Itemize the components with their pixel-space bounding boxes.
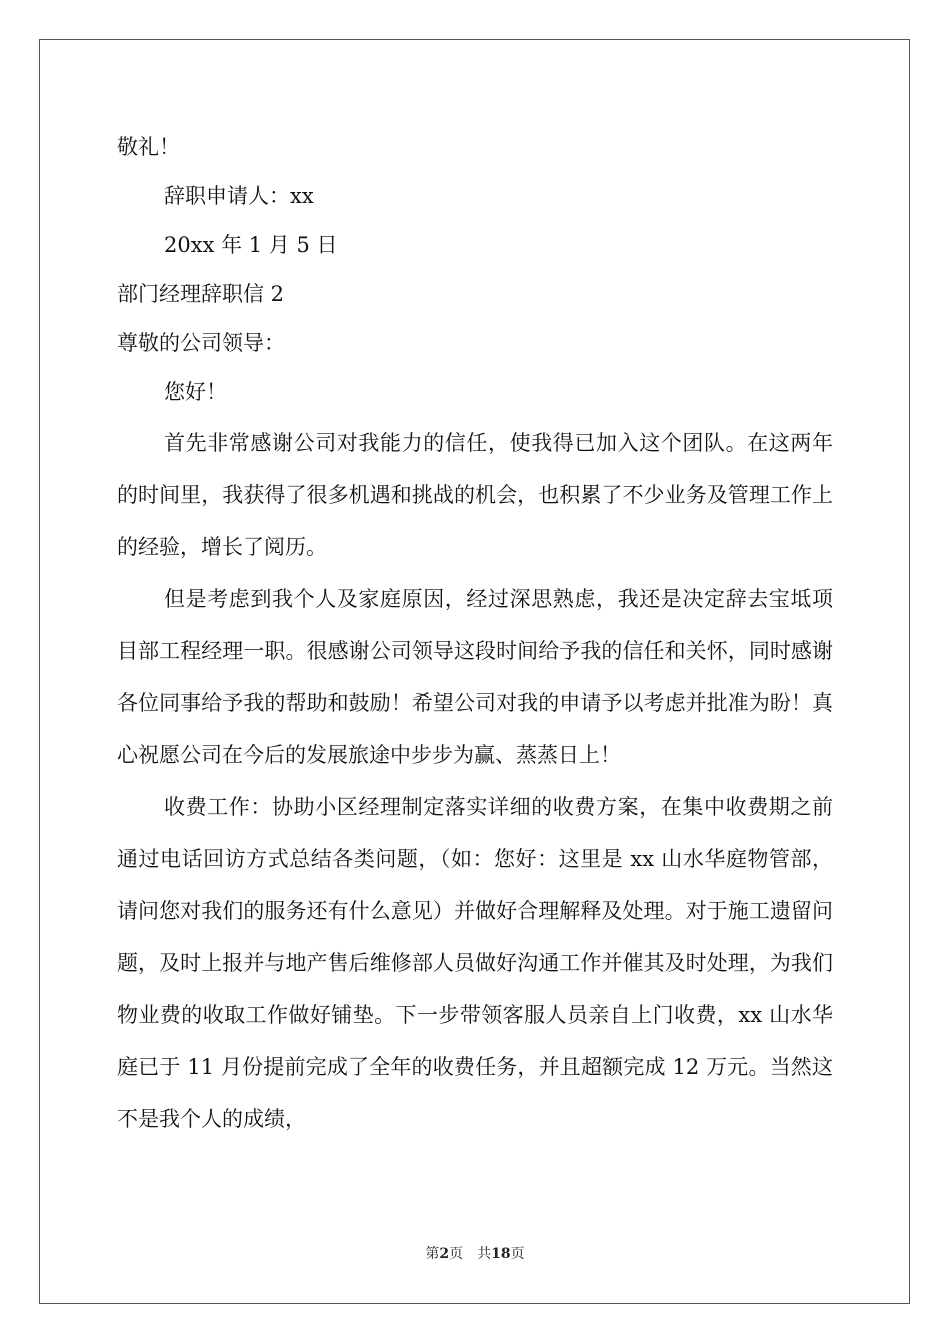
date-line: 20xx 年 1 月 5 日 [164, 233, 338, 257]
signature-line: 辞职申请人：xx [164, 184, 314, 208]
salutation: 尊敬的公司领导： [117, 331, 285, 355]
footer-total-suffix: 页 [510, 1246, 525, 1262]
page-footer [0, 1244, 950, 1264]
body-paragraph-2: 但是考虑到我个人及家庭原因，经过深思熟虑，我还是决定辞去宝坻项目部工程经理一职。很感谢公司领导这段时间给予我的信任和关怀，同时感谢各位同事给予我的帮助和鼓励！希望公司对我的申请予以考虑并批准为盼！真心祝愿公司在今后的发展旅途中步步为赢、蒸蒸日上！ [117, 587, 833, 767]
letter-title: 部门经理辞职信 2 [117, 282, 285, 306]
body-paragraph-1: 首先非常感谢公司对我能力的信任，使我得已加入这个团队。在这两年的时间里，我获得了很多机遇和挑战的机会，也积累了不少业务及管理工作上的经验，增长了阅历。 [117, 431, 833, 559]
footer-page-number: 2 [439, 1246, 450, 1262]
body-paragraph-3: 收费工作：协助小区经理制定落实详细的收费方案，在集中收费期之前通过电话回访方式总结各类问题，（如：您好：这里是 xx 山水华庭物管部，请问您对我们的服务还有什么意见）并做好合理解释及处理。对于施工遗留问题，及时上报并与地产售后维修部人员做好沟通工作并催其及时处理，为我们物业费的收取工作做好铺垫。下一步带领客服人员亲自上门收费，xx 山水华庭已于 11 月份提前完成了全年的收费任务，并且超额完成 12 万元。当然这不是我个人的成绩， [117, 795, 833, 1131]
closing-line: 敬礼！ [117, 135, 180, 159]
document-body [117, 123, 833, 1145]
footer-page-suffix: 页 [449, 1246, 464, 1262]
footer-total-prefix: 共 [477, 1246, 492, 1262]
footer-total-pages: 18 [491, 1246, 511, 1262]
greeting: 您好！ [164, 380, 227, 404]
footer-page-prefix: 第 [425, 1246, 440, 1262]
